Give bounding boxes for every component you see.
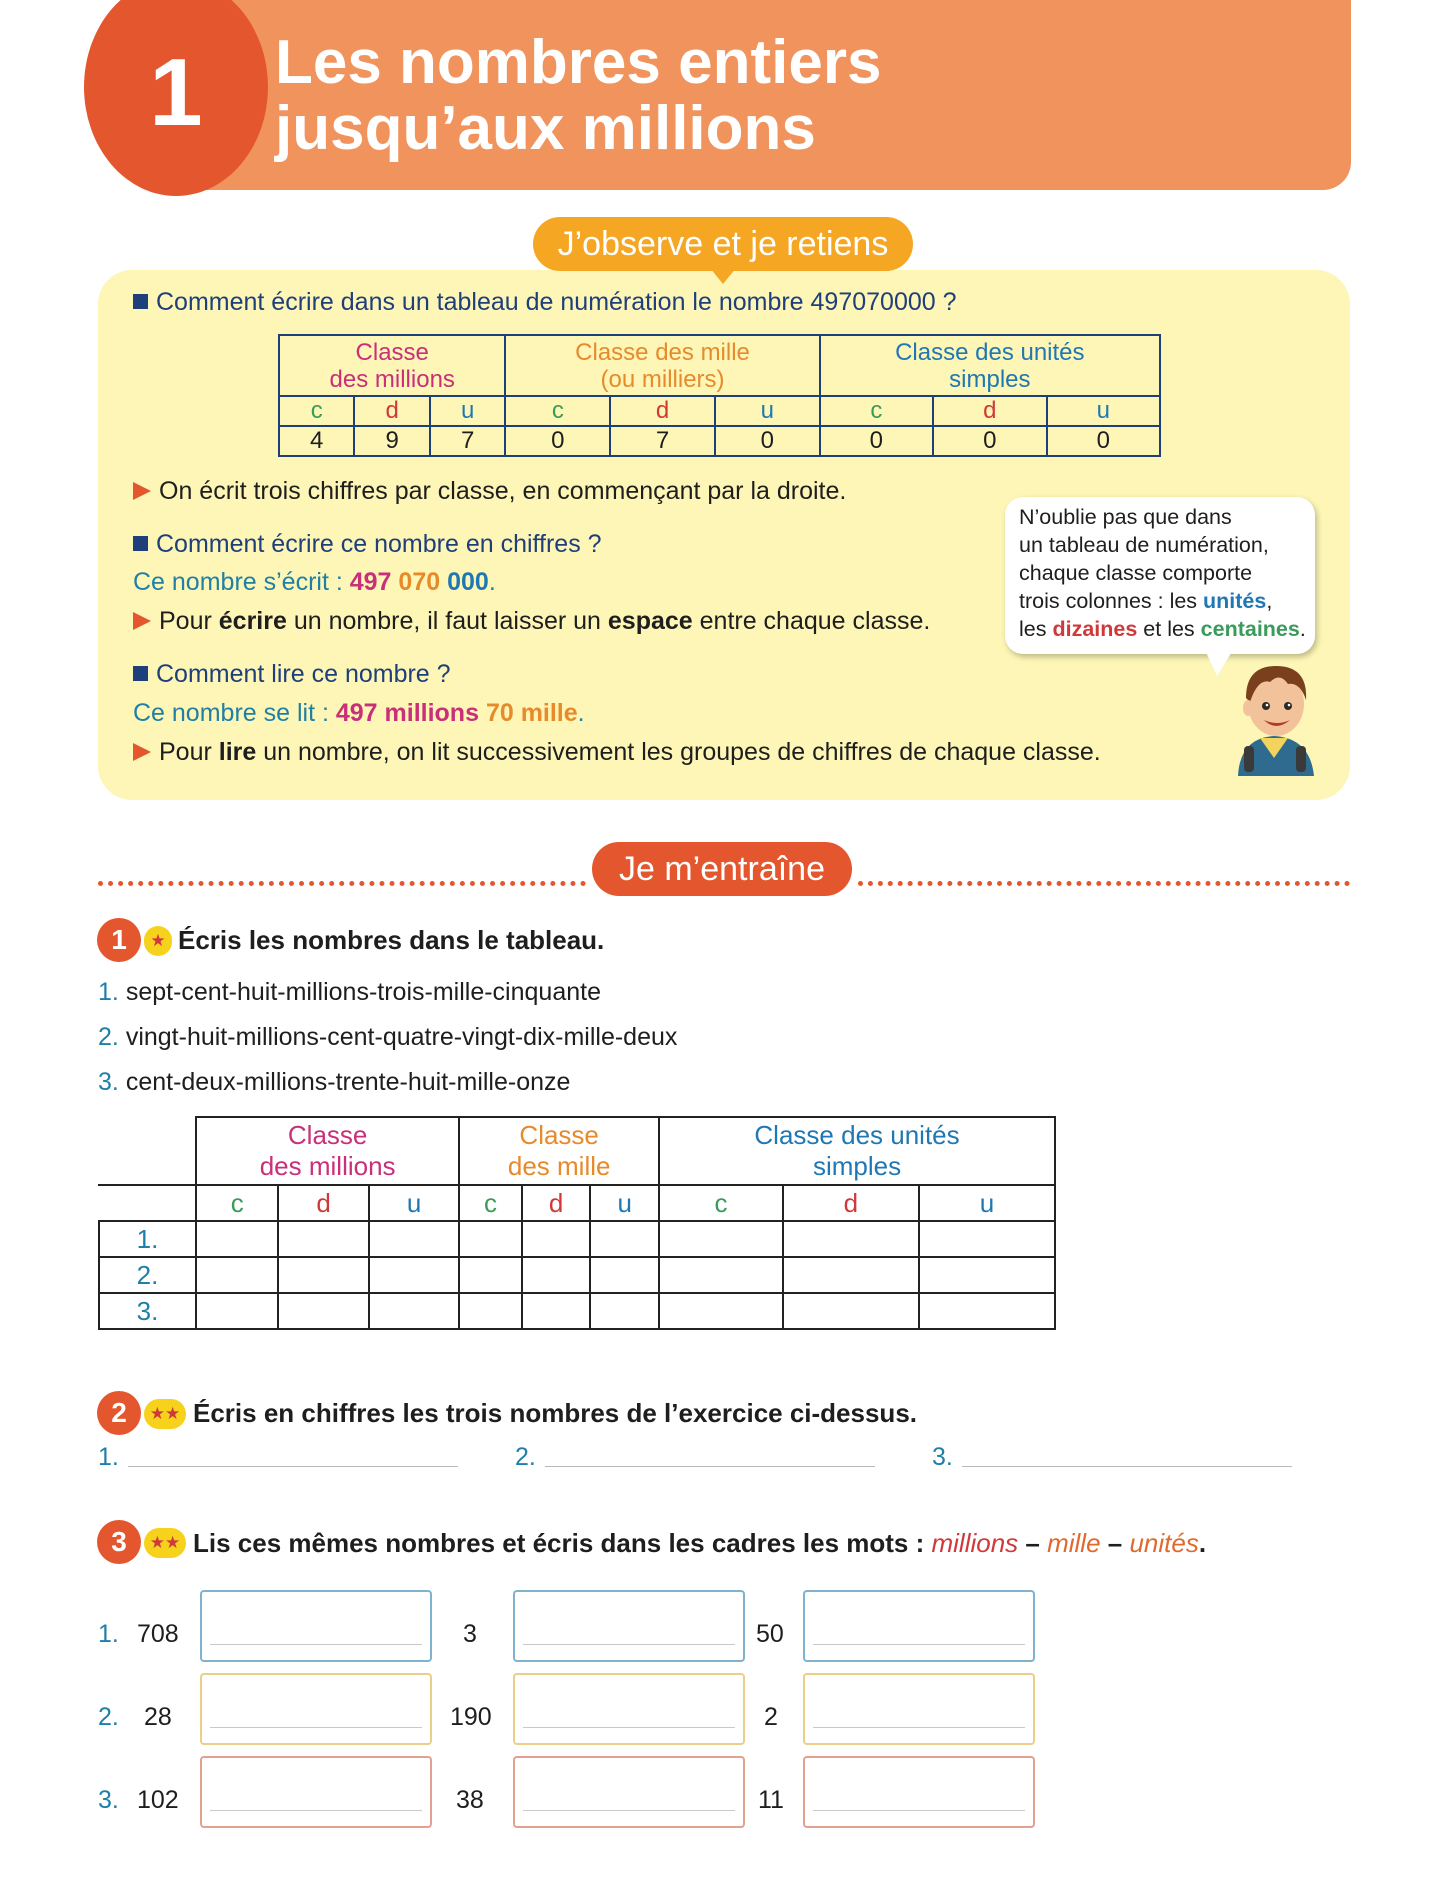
answer-cell[interactable] — [369, 1221, 459, 1257]
answer-cell[interactable] — [522, 1221, 591, 1257]
question-3: Comment lire ce nombre ? — [133, 660, 451, 689]
read-number: Ce nombre se lit : 497 millions 70 mille. — [133, 699, 585, 727]
digit-cell: 7 — [610, 426, 715, 456]
square-bullet-icon — [133, 536, 148, 551]
answer-cell[interactable] — [659, 1257, 783, 1293]
col-c: c — [459, 1185, 522, 1221]
answer-cell[interactable] — [196, 1221, 278, 1257]
answer-cell[interactable] — [278, 1221, 368, 1257]
practice-heading: Je m’entraîne — [592, 842, 852, 896]
rule-1: On écrit trois chiffres par classe, en commençant par la droite. — [133, 477, 846, 506]
answer-label: 2. — [515, 1443, 536, 1471]
numeration-table-exercise — [98, 1116, 1056, 1330]
number-part: 50 — [756, 1620, 784, 1648]
answer-cell[interactable] — [369, 1257, 459, 1293]
row-label: 1. — [98, 1620, 119, 1648]
row-label: 1. — [99, 1221, 196, 1257]
numeration-table-example — [278, 334, 1161, 457]
number-part: 2 — [764, 1703, 778, 1731]
title-line-1: Les nombres entiers — [275, 28, 882, 97]
arrow-bullet-icon — [133, 743, 151, 761]
word-box[interactable] — [200, 1673, 432, 1745]
speech-bubble-text: N’oublie pas que dans un tableau de numération, chaque classe comporte trois colonnes : les unités, les dizaines et les centaines. — [1019, 505, 1306, 641]
col-d: d — [354, 396, 429, 426]
word-box[interactable] — [803, 1590, 1035, 1662]
exercise-1-question: Écris les nombres dans le tableau. — [178, 925, 605, 955]
word-box[interactable] — [803, 1756, 1035, 1828]
list-item: 3. cent-deux-millions-trente-huit-mille-onze — [98, 1068, 571, 1096]
class-mille-header: Classe des mille — [459, 1117, 659, 1185]
word-box[interactable] — [200, 1590, 432, 1662]
written-number: Ce nombre s’écrit : 497 070 000. — [133, 568, 496, 596]
digit-cell: 0 — [933, 426, 1046, 456]
question-2: Comment écrire ce nombre en chiffres ? — [133, 530, 602, 559]
page-title — [275, 30, 881, 162]
row-label: 3. — [98, 1786, 119, 1814]
class-millions-header: Classe des millions — [196, 1117, 459, 1185]
star-icon: ★★ — [144, 1399, 186, 1429]
star-icon: ★ — [144, 926, 172, 956]
divider-dots-right — [858, 881, 1350, 886]
empty-corner — [99, 1117, 196, 1185]
col-u: u — [369, 1185, 459, 1221]
answer-cell[interactable] — [783, 1257, 919, 1293]
class-mille-header: Classe des mille (ou milliers) — [505, 335, 819, 396]
exercise-2-number: 2 — [97, 1391, 141, 1435]
answer-cell[interactable] — [196, 1257, 278, 1293]
answer-cell[interactable] — [783, 1221, 919, 1257]
number-part: 190 — [450, 1703, 492, 1731]
question-1: Comment écrire dans un tableau de numération le nombre 497070000 ? — [133, 288, 957, 317]
star-icon: ★★ — [144, 1528, 186, 1558]
list-item: 1. sept-cent-huit-millions-trois-mille-cinquante — [98, 978, 601, 1006]
answer-cell[interactable] — [459, 1293, 522, 1329]
answer-cell[interactable] — [919, 1293, 1055, 1329]
divider-dots-left — [98, 881, 586, 886]
class-units-header: Classe des unités simples — [820, 335, 1160, 396]
answer-cell[interactable] — [783, 1293, 919, 1329]
number-part: 3 — [463, 1620, 477, 1648]
word-box[interactable] — [513, 1756, 745, 1828]
col-c: c — [279, 396, 354, 426]
speech-bubble-tail — [1205, 650, 1233, 676]
student-character-illustration — [1230, 658, 1320, 776]
exercise-1-number: 1 — [97, 918, 141, 962]
digit-cell: 7 — [430, 426, 506, 456]
col-u: u — [715, 396, 820, 426]
number-part: 11 — [758, 1786, 784, 1814]
answer-cell[interactable] — [919, 1257, 1055, 1293]
word-box[interactable] — [200, 1756, 432, 1828]
col-u: u — [430, 396, 506, 426]
observe-heading: J’observe et je retiens — [533, 217, 913, 271]
answer-cell[interactable] — [196, 1293, 278, 1329]
col-c: c — [659, 1185, 783, 1221]
square-bullet-icon — [133, 666, 148, 681]
class-units-header: Classe des unités simples — [659, 1117, 1055, 1185]
class-millions-header: Classe des millions — [279, 335, 505, 396]
col-d: d — [278, 1185, 368, 1221]
answer-cell[interactable] — [369, 1293, 459, 1329]
answer-cell[interactable] — [278, 1257, 368, 1293]
col-c: c — [196, 1185, 278, 1221]
answer-cell[interactable] — [590, 1257, 659, 1293]
col-d: d — [933, 396, 1046, 426]
square-bullet-icon — [133, 294, 148, 309]
answer-label: 3. — [932, 1443, 953, 1471]
col-d: d — [610, 396, 715, 426]
answer-cell[interactable] — [278, 1293, 368, 1329]
answer-cell[interactable] — [590, 1293, 659, 1329]
digit-cell: 4 — [279, 426, 354, 456]
answer-cell[interactable] — [919, 1221, 1055, 1257]
digit-cell: 9 — [354, 426, 429, 456]
rule-3: Pour lire un nombre, on lit successivement les groupes de chiffres de chaque classe. — [133, 738, 1101, 767]
col-u: u — [590, 1185, 659, 1221]
col-u: u — [1047, 396, 1160, 426]
answer-cell[interactable] — [522, 1257, 591, 1293]
exercise-3-question: Lis ces mêmes nombres et écris dans les cadres les mots : millions – mille – unités. — [193, 1528, 1207, 1558]
col-d: d — [783, 1185, 919, 1221]
answer-cell[interactable] — [590, 1221, 659, 1257]
number-part: 102 — [137, 1786, 179, 1814]
answer-line-2[interactable] — [545, 1466, 875, 1467]
arrow-bullet-icon — [133, 612, 151, 630]
col-d: d — [522, 1185, 591, 1221]
col-c: c — [505, 396, 610, 426]
arrow-bullet-icon — [133, 482, 151, 500]
chapter-number: 1 — [149, 39, 203, 146]
list-item: 2. vingt-huit-millions-cent-quatre-vingt-dix-mille-deux — [98, 1023, 678, 1051]
answer-line-1[interactable] — [128, 1466, 458, 1467]
word-box[interactable] — [513, 1590, 745, 1662]
digit-cell: 0 — [820, 426, 933, 456]
row-label: 2. — [98, 1703, 119, 1731]
answer-cell[interactable] — [459, 1257, 522, 1293]
word-box[interactable] — [513, 1673, 745, 1745]
digit-cell: 0 — [1047, 426, 1160, 456]
word-box[interactable] — [803, 1673, 1035, 1745]
answer-label: 1. — [98, 1443, 119, 1471]
exercise-2-question: Écris en chiffres les trois nombres de l’exercice ci-dessus. — [193, 1398, 918, 1428]
empty-corner — [99, 1185, 196, 1221]
col-c: c — [820, 396, 933, 426]
answer-cell[interactable] — [659, 1293, 783, 1329]
col-u: u — [919, 1185, 1055, 1221]
number-part: 708 — [137, 1620, 179, 1648]
number-part: 28 — [144, 1703, 172, 1731]
row-label: 3. — [99, 1293, 196, 1329]
number-part: 38 — [456, 1786, 484, 1814]
rule-2: Pour écrire un nombre, il faut laisser un espace entre chaque classe. — [133, 607, 930, 636]
answer-line-3[interactable] — [962, 1466, 1292, 1467]
answer-cell[interactable] — [659, 1221, 783, 1257]
answer-cell[interactable] — [459, 1221, 522, 1257]
row-label: 2. — [99, 1257, 196, 1293]
digit-cell: 0 — [505, 426, 610, 456]
exercise-3-number: 3 — [97, 1520, 141, 1564]
digit-cell: 0 — [715, 426, 820, 456]
observe-heading-pointer — [710, 268, 736, 284]
title-line-2: jusqu’aux millions — [275, 94, 816, 163]
answer-cell[interactable] — [522, 1293, 591, 1329]
